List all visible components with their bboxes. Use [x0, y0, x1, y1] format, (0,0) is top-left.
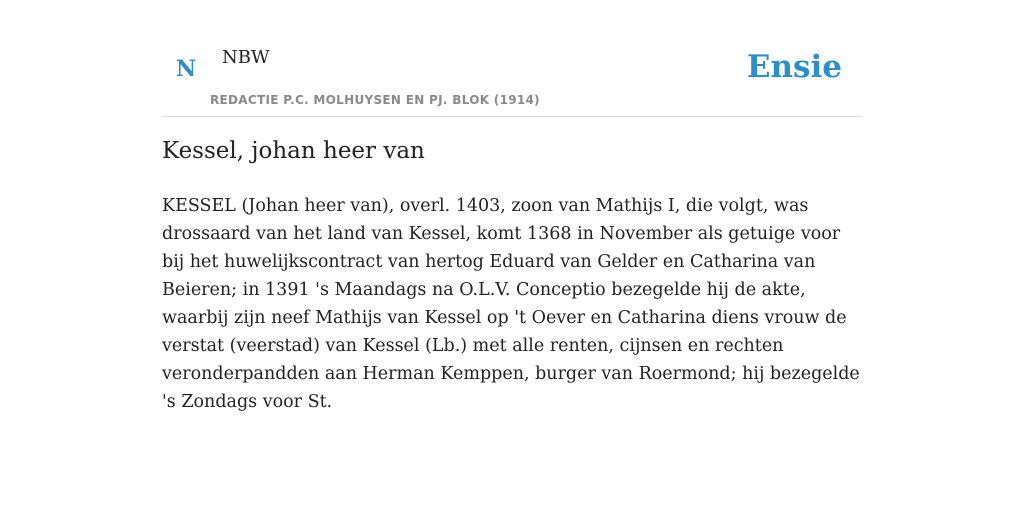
- source-editors: REDACTIE P.C. MOLHUYSEN EN PJ. BLOK (1914): [210, 93, 540, 107]
- article-title: Kessel, johan heer van: [162, 138, 425, 164]
- article-body: KESSEL (Johan heer van), overl. 1403, zoon van Mathijs I, die volgt, was drossaard van het land van Kessel, komt 1368 in November als getuige voor bij het huwelijkscontract van hertog Eduard van Gelder en Catharina van Beieren; in 1391 's Maandags na O.L.V. Conceptio bezegelde hij de akte, waarbij zijn neef Mathijs van Kessel op 't Oever en Catharina diens vrouw de verstat (veerstad) van Kessel (Lb.) met alle renten, cijnsen en rechten veronderpandden aan Herman Kemppen, burger van Roermond; hij bezegelde 's Zondags voor St.: [162, 196, 860, 412]
- source-header: [162, 38, 862, 117]
- source-logo-link[interactable]: N: [176, 56, 197, 82]
- brand-logo-link[interactable]: Ensie: [746, 49, 842, 85]
- source-name: NBW: [222, 47, 270, 68]
